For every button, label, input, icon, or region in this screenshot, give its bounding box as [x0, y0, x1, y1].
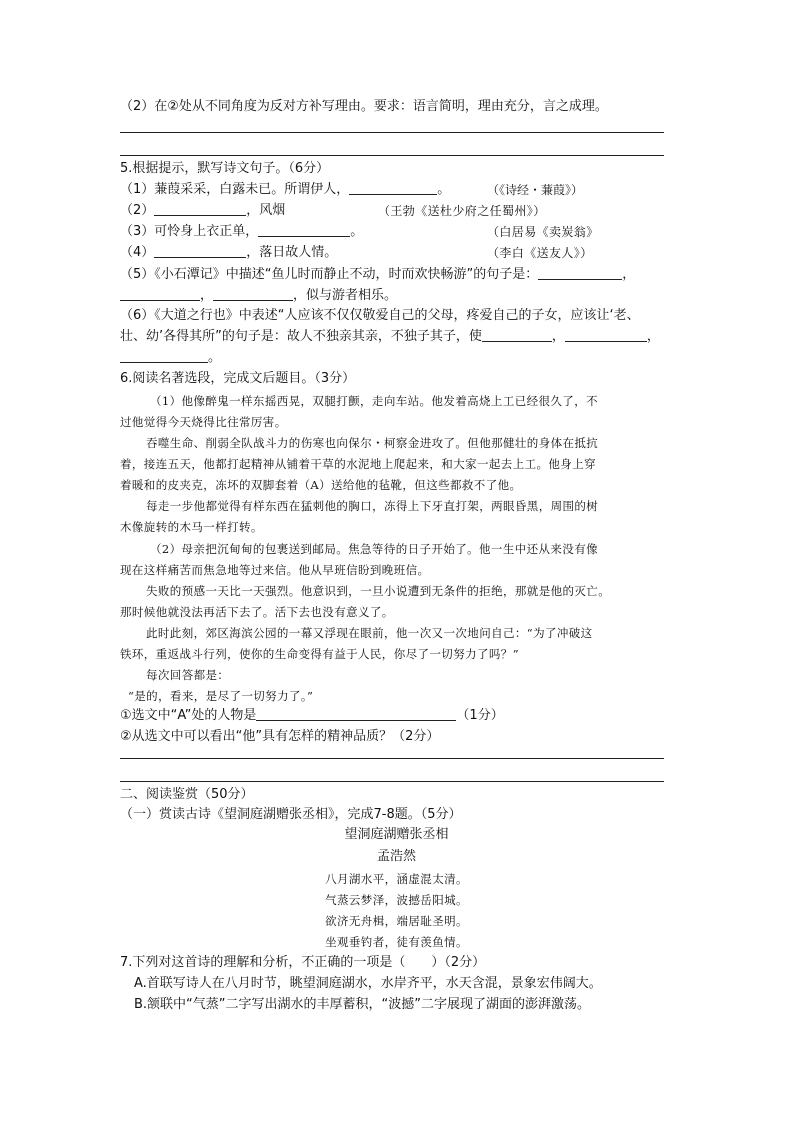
part2-sec1: （一）赏读古诗《望洞庭湖赠张丞相》，完成7-8题。（5分） — [120, 807, 462, 822]
q7-option-b: B.颔联中“气蒸”二字写出湖水的丰厚蓄积，“波撼”二字展现了湖面的澎湃激荡。 — [134, 997, 590, 1012]
q5-l4-mid: ，落日故人情。 — [246, 245, 338, 260]
q5-line6a: （6）《大道之行也》中表述“人应该不仅仅敬爱自己的父母，疼爱自己的子女，应该让‘老、 — [120, 308, 640, 323]
q5-l6c-end: 。 — [208, 350, 222, 365]
poem-title: 望洞庭湖赠张丞相 — [344, 827, 449, 842]
q6-passage-line: 那时候他就没法再活下去了。活下去也没有意义了。 — [120, 605, 394, 619]
q6-passage-line: “是的，看来，是尽了一切努力了。” — [128, 689, 314, 703]
fill-blank[interactable] — [120, 287, 200, 301]
q6-passage-line: 木像旋转的木马一样打转。 — [120, 520, 263, 534]
part2-title: 二、阅读鉴赏（50分） — [120, 787, 254, 802]
q5-l1-text: （1）蒹葭采采，白露未已。所谓伊人， — [120, 182, 350, 197]
q5-line5b: ， ，似与游者相乐。 — [120, 287, 397, 305]
q5-line4 — [120, 244, 337, 262]
q6-passage-line: 过他觉得今天烧得比往常厉害。 — [120, 415, 287, 429]
q6-passage-line: 着，接连五天，他都打起精神从铺着干草的水泥地上爬起来，和大家一起去上工。他身上穿 — [120, 457, 596, 471]
q6-passage-line: 每次回答都是： — [146, 668, 230, 682]
fill-blank[interactable] — [349, 181, 437, 195]
q5-line3 — [120, 223, 363, 241]
q6-subq1 — [120, 707, 504, 725]
q6-title: 6.阅读名著选段，完成文后题目。（3分） — [120, 371, 356, 386]
q5-title: 5.根据提示，默写诗文句子。（6分） — [120, 161, 330, 176]
answer-line[interactable] — [120, 155, 664, 156]
answer-line[interactable] — [120, 781, 664, 782]
q6-passage-line: 此时此刻，郊区海滨公园的一幕又浮现在眼前，他一次又一次地问自己：“为了冲破这 — [146, 626, 593, 640]
q5-l4-source: （李白《送友人》） — [487, 246, 593, 260]
q5-line6b: 壮、幼’各得其所”的句子是：故人不独亲其亲，不独子其子，使 ， ， — [120, 329, 660, 344]
q7-option-a: A.首联写诗人在八月时节，眺望洞庭湖水，水岸齐平，水天含混，景象宏伟阔大。 — [134, 976, 602, 991]
q5-line6c — [120, 349, 221, 367]
fill-blank[interactable] — [565, 328, 647, 342]
fill-blank[interactable] — [154, 202, 246, 216]
q6-subq2: ②从选文中可以看出“他”具有怎样的精神品质？（2分） — [120, 729, 440, 744]
q5-l1-end: 。 — [437, 182, 451, 197]
q5-l6b-text: 壮、幼’各得其所”的句子是：故人不独亲其亲，不独子其子，使 — [120, 329, 482, 344]
answer-line[interactable] — [120, 132, 664, 133]
poem-line: 欲济无舟楫，端居耻圣明。 — [325, 914, 468, 928]
q5-l2-source: （王勃《送杜少府之任蜀州》） — [378, 204, 546, 218]
q6-passage-line: （1）他像醉鬼一样东摇西晃，双腿打颤，走向车站。他发着高烧上工已经很久了，不 — [150, 394, 599, 408]
q5-l3-source: （白居易《卖炭翁》 — [487, 225, 599, 239]
q6-passage-line: 铁环，重返战斗行列，使你的生命变得有益于人民，你尽了一切努力了吗？” — [120, 647, 519, 661]
q6-passage-line: 吞噬生命、削弱全队战斗力的伤寒也向保尔・柯察金进攻了。但他那健壮的身体在抵抗 — [146, 436, 599, 450]
q6-passage-line: 着暖和的皮夹克，冻坏的双脚套着（A）送给他的毡靴，但这些都救不了他。 — [120, 478, 522, 492]
q7-stem: 7.下列对这首诗的理解和分析，不正确的一项是（ ）（2分） — [120, 955, 486, 970]
q5-l3-end: 。 — [350, 224, 364, 239]
q5-l5b-end: ，似与游者相乐。 — [293, 288, 398, 303]
q5-l1-source: （《诗经・蒹葭》） — [487, 183, 584, 197]
poem-line: 八月湖水平，涵虚混太清。 — [325, 872, 468, 886]
fill-blank[interactable] — [538, 266, 622, 280]
q6-passage-line: （2）母亲把沉甸甸的包裹送到邮局。焦急等待的日子开始了。他一生中还从来没有像 — [150, 542, 599, 556]
q5-line1 — [120, 181, 450, 199]
fill-blank[interactable] — [258, 223, 350, 237]
q5-l2-text: （2） — [120, 203, 155, 218]
q5-l4-text: （4） — [120, 245, 155, 260]
q6-sq1-text: ①选文中“A”处的人物是 — [120, 708, 257, 723]
q5-l2-mid: ，风烟 — [246, 203, 286, 218]
q6-passage-line: 现在这样痛苦而焦急地等过来信。他从早班信盼到晚班信。 — [120, 563, 430, 577]
fill-blank[interactable] — [213, 287, 293, 301]
answer-line[interactable] — [120, 758, 664, 759]
fill-blank[interactable] — [154, 244, 246, 258]
q6-sq1-score: （1分） — [456, 708, 504, 723]
q5-line5a: （5）《小石潭记》中描述“鱼儿时而静止不动，时而欢快畅游”的句子是： ， — [120, 267, 636, 282]
q5-line2 — [120, 202, 285, 220]
poem-author: 孟浩然 — [376, 849, 416, 864]
q5-l5a-text: （5）《小石潭记》中描述“鱼儿时而静止不动，时而欢快畅游”的句子是： — [120, 267, 539, 282]
fill-blank[interactable] — [482, 328, 552, 342]
q6-passage-line: 失败的预感一天比一天强烈。他意识到，一旦小说遭到无条件的拒绝，那就是他的灭亡。 — [146, 584, 611, 598]
q5-l3-text: （3）可怜身上衣正单， — [120, 224, 259, 239]
poem-line: 坐观垂钓者，徒有羡鱼情。 — [325, 935, 468, 949]
q4-sub2-text: （2）在②处从不同角度为反对方补写理由。要求：语言简明，理由充分，言之成理。 — [120, 99, 608, 114]
fill-blank[interactable] — [120, 349, 208, 363]
q6-passage-line: 每走一步他都觉得有样东西在猛刺他的胸口，冻得上下牙直打架，两眼昏黑，周围的树 — [146, 499, 599, 513]
poem-line: 气蒸云梦泽，波撼岳阳城。 — [325, 893, 468, 907]
fill-blank[interactable] — [256, 707, 456, 721]
